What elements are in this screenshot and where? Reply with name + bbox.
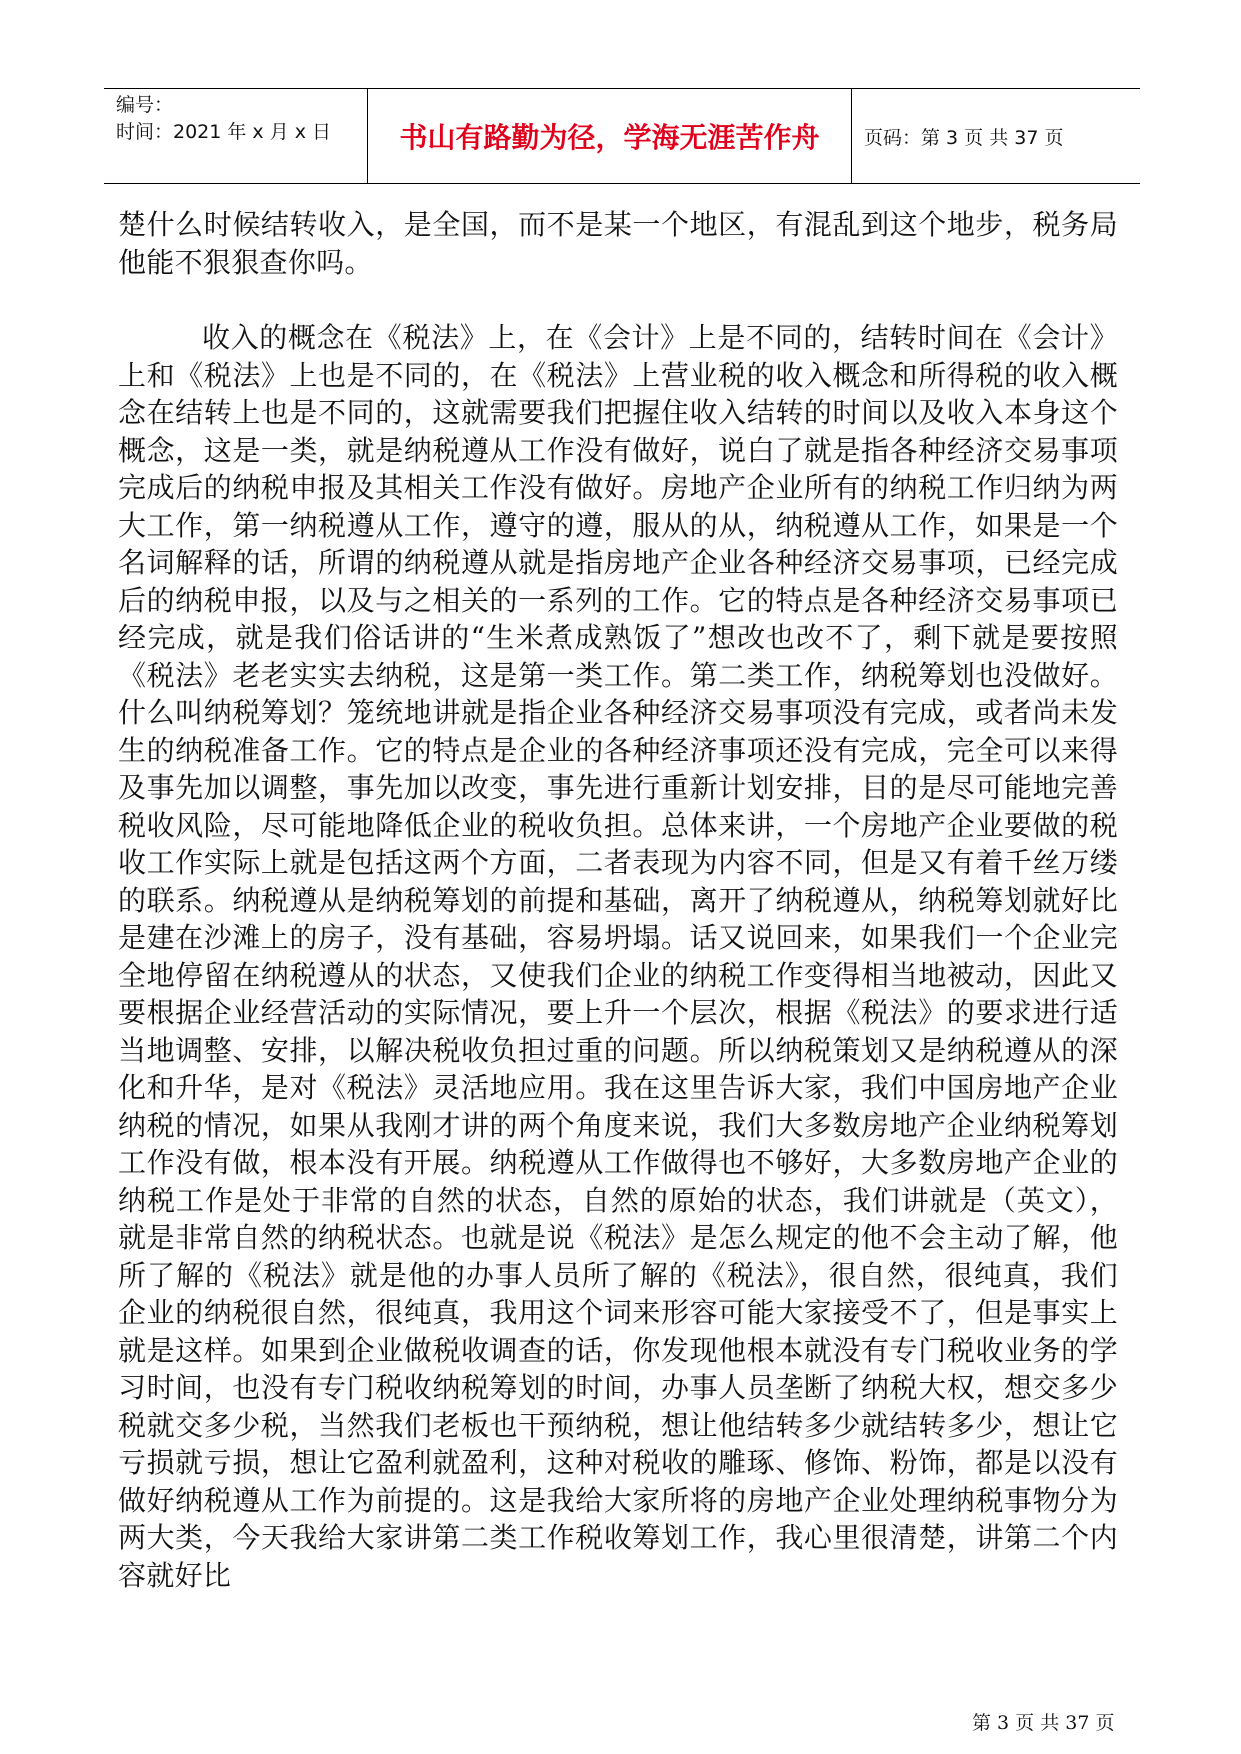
page-footer-number: 第 3 页 共 37 页 — [972, 1712, 1115, 1734]
body-paragraph-2: 收入的概念在《税法》上，在《会计》上是不同的，结转时间在《会计》上和《税法》上也是不同的，在《税法》上营业税的收入概念和所得税的收入概念在结转上也是不同的，这就需要我们把握住收入结转的时间以及收入本身这个概念，这是一类，就是纳税遵从工作没有做好，说白了就是指各种经济交易事项完成后的纳税申报及其相关工作没有做好。房地产企业所有的纳税工作归纳为两大工作，第一纳税遵从工作，遵守的遵，服从的从，纳税遵从工作，如果是一个名词解释的话，所谓的纳税遵从就是指房地产企业各种经济交易事项，已经完成后的纳税申报，以及与之相关的一系列的工作。它的特点是各种经济交易事项已经完成，就是我们俗话讲的“生米煮成熟饭了”想改也改不了，剩下就是要按照《税法》老老实实去纳税，这是第一类工作。第二类工作，纳税筹划也没做好。什么叫纳税筹划？笼统地讲就是指企业各种经济交易事项没有完成，或者尚未发生的纳税准备工作。它的特点是企业的各种经济事项还没有完成，完全可以来得及事先加以调整，事先加以改变，事先进行重新计划安排，目的是尽可能地完善税收风险，尽可能地降低企业的税收负担。总体来讲，一个房地产企业要做的税收工作实际上就是包括这两个方面，二者表现为内容不同，但是又有着千丝万缕的联系。纳税遵从是纳税筹划的前提和基础，离开了纳税遵从，纳税筹划就好比是建在沙滩上的房子，没有基础，容易坍塌。话又说回来，如果我们一个企业完全地停留在纳税遵从的状态，又使我们企业的纳税工作变得相当地被动，因此又要根据企业经营活动的实际情况，要上升一个层次，根据《税法》的要求进行适当地调整、安排，以解决税收负担过重的问题。所以纳税策划又是纳税遵从的深化和升华，是对《税法》灵活地应用。我在这里告诉大家，我们中国房地产企业纳税的情况，如果从我刚才讲的两个角度来说，我们大多数房地产企业纳税筹划工作没有做，根本没有开展。纳税遵从工作做得也不够好，大多数房地产企业的纳税工作是处于非常的自然的状态，自然的原始的状态，我们讲就是（英文），就是非常自然的纳税状态。也就是说《税法》是怎么规定的他不会主动了解，他所了解的《税法》就是他的办事人员所了解的《税法》，很自然，很纯真，我们企业的纳税很自然，很纯真，我用这个词来形容可能大家接受不了，但是事实上就是这样。如果到企业做税收调查的话，你发现他根本就没有专门税收业务的学习时间，也没有专门税收纳税筹划的时间，办事人员垄断了纳税大权，想交多少税就交多少税，当然我们老板也干预纳税，想让他结转多少就结转多少，想让它亏损就亏损，想让它盈利就盈利，这种对税收的雕琢、修饰、粉饰，都是以没有做好纳税遵从工作为前提的。这是我给大家所将的房地产企业处理纳税事物分为两大类，今天我给大家讲第二类工作税收筹划工作，我心里很清楚，讲第二个内容就好比 — [118, 321, 1118, 1592]
document-time-label: 时间：2021 年 x 月 x 日 — [116, 121, 332, 143]
header-divider-right — [851, 89, 852, 183]
document-number-label: 编号： — [116, 94, 174, 116]
document-body — [118, 206, 1118, 1594]
body-paragraph-1: 楚什么时候结转收入，是全国，而不是某一个地区，有混乱到这个地步，税务局他能不狠狠查你吗。 — [118, 208, 1118, 279]
header-page-label: 页码：第 3 页 共 37 页 — [864, 126, 1064, 149]
header-motto: 书山有路勤为径，学海无涯苦作舟 — [399, 121, 820, 154]
page-header — [104, 88, 1140, 184]
